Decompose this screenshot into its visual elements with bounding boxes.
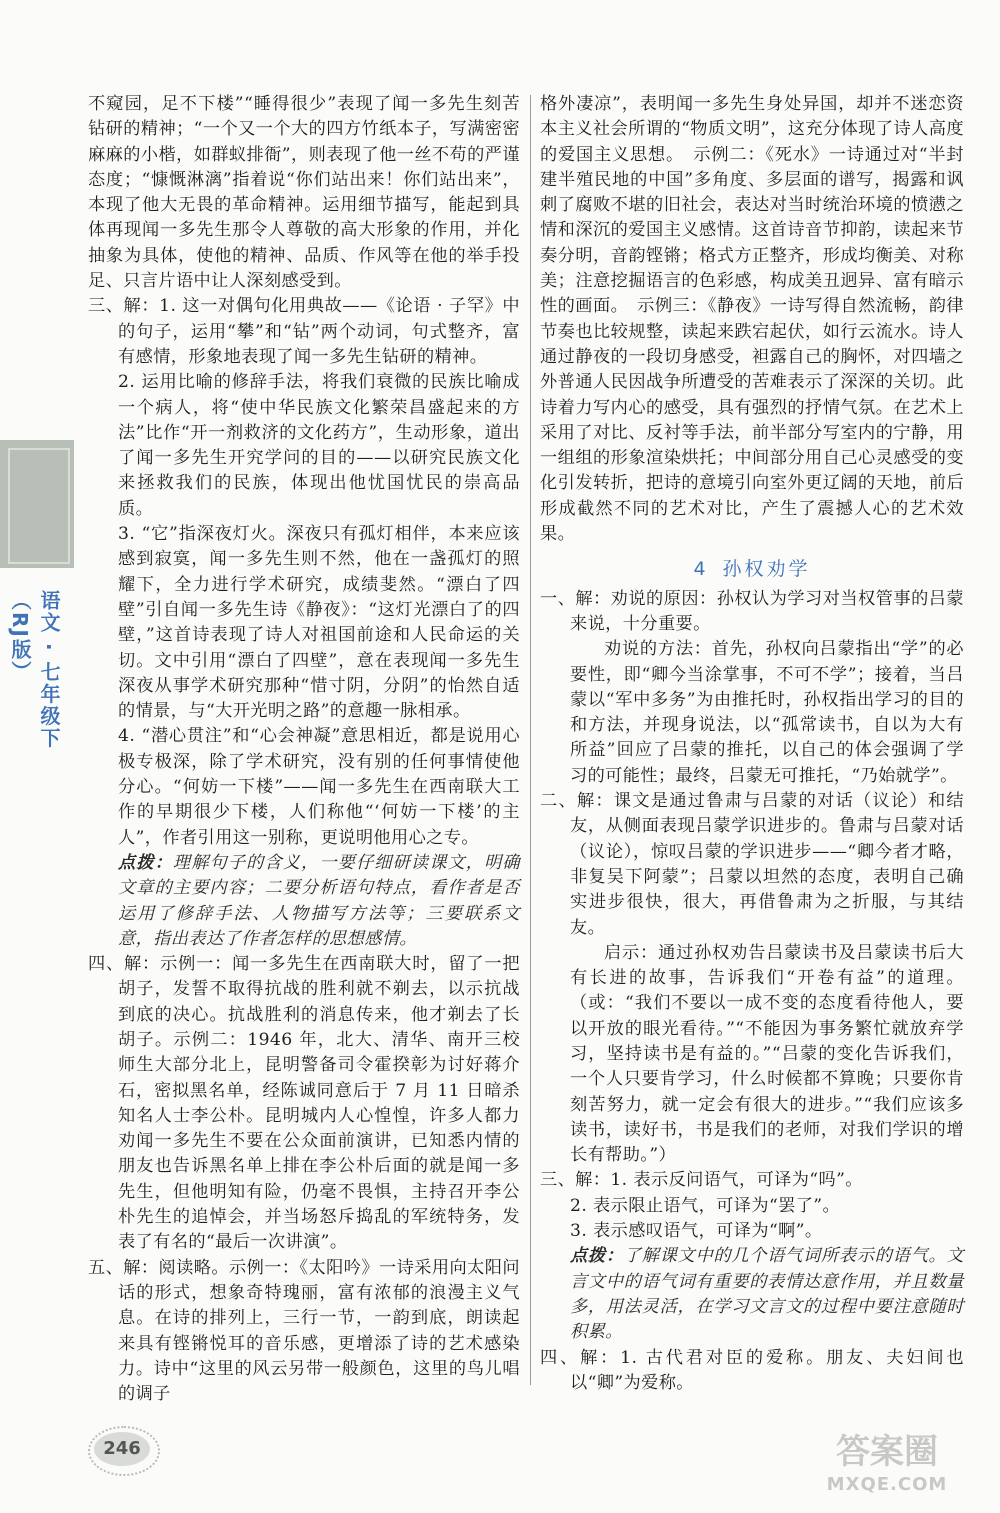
left-para-3: 3. “它”指深夜灯火。深夜只有孤灯相伴，本来应该感到寂寞，闻一多先生则不然，他在一盏孤灯的照耀下，全力进行学术研究，成绩斐然。“漂白了四壁”引自闻一多先生诗《静夜》：“这灯光漂白了的四壁，”这首诗表现了诗人对祖国前途和人民命运的关切。文中引用“漂白了四壁”，意在表现闻一多先生深夜从事学术研究那种“惜寸阴，分阴”的怡然自适的情景，与“大开光明之路”的意趣一脉相承。 — [118, 524, 520, 722]
right-para-7: 3. 表示感叹语气，可译为“啊”。 — [570, 1221, 823, 1242]
side-tab-decoration — [0, 440, 74, 568]
right-para-6: 2. 表示限止语气，可译为“罢了”。 — [570, 1195, 841, 1216]
column-divider — [530, 95, 531, 1385]
right-para-0: 格外凄凉”，表明闻一多先生身处异国，却并不迷恋资本主义社会所谓的“物质文明”，这充分体现了诗人高度的爱国主义思想。 示例二：《死水》一诗通过对“半封建半殖民地的中国”多角度、多层面的谱写，揭露和讽刺了腐败不堪的旧社会，表达对当时统治环境的愤懑之情和深沉的爱国主义感情。这首诗音节抑韵，读起来节奏分明，音韵铿锵；格式方正整齐，形成均衡美、对称美；注意挖掘语言的色彩感，构成美丑迥异、富有暗示性的画面。 示例三：《静夜》一诗写得自然流畅，韵律节奏也比较规整，读起来跌宕起伏，如行云流水。诗人通过静夜的一段切身感受，袒露自己的胸怀，对四墙之外普通人民因战争所遭受的苦难表示了深深的关切。此诗着力写内心的感受，具有强烈的抒情气氛。在艺术上采用了对比、反衬等手法，前半部分写室内的宁静，用一组组的形象渲染烘托；中间部分用自己心灵感受的变化引发转折，把诗的意境引向室外更辽阔的天地，前后形成截然不同的艺术对比，产生了震撼人心的艺术效果。 — [540, 94, 964, 545]
page-number: 246 — [94, 1432, 150, 1466]
right-note — [540, 1244, 964, 1345]
left-para-4: 4. “潜心贯注”和“心会神凝”意思相近，都是说用心极专极深，除了学术研究，没有别的任何事情使他分心。“何妨一下楼”——闻一多先生在西南联大工作的早期很少下楼，人们称他“‘何妨一下楼’的主人”，作者引用这一别称，更说明他用心之专。 — [118, 726, 520, 848]
right-para-5: 三、解：1. 表示反问语气，可译为“吗”。 — [540, 1170, 863, 1191]
right-para-1: 一、解：劝说的原因：孙权认为学习对当权管事的吕蒙来说，十分重要。 — [540, 588, 964, 634]
side-tab-label: 语文 · 七年级下（RJ版） — [8, 590, 61, 750]
watermark-main: 答案圈 — [836, 1432, 938, 1472]
note-text: 理解句子的含义，一要仔细研读课文，明确文章的主要内容；二要分析语句特点，看作者是否运用了修辞手法、人物描写方法等；三要联系文意，指出表达了作者怎样的思想感情。 — [118, 852, 520, 949]
right-para-3: 二、解：课文是通过鲁肃与吕蒙的对话（议论）和结友，从侧面表现吕蒙学识进步的。鲁肃与吕蒙对话（议论），惊叹吕蒙的学识进步——“卿今者才略，非复吴下阿蒙”；吕蒙以坦然的态度，表明自己确实进步很快，很大，再借鲁肃为之折服，与其结友。 — [540, 791, 964, 938]
section-title — [540, 557, 964, 582]
right-para-4: 启示：通过孙权劝告吕蒙读书及吕蒙读书后大有长进的故事，告诉我们“开卷有益”的道理。（或：“我们不要以一成不变的态度看待他人，要以开放的眼光看待。”“不能因为事务繁忙就放弃学习，坚持读书是有益的。”“吕蒙的变化告诉我们，一个人只要肯学习，什么时候都不算晚；只要你肯刻苦努力，就一定会有很大的进步。”“我们应该多读书，读好书，书是我们的老师，对我们学识的增长有帮助。”） — [570, 942, 964, 1166]
left-column — [88, 92, 520, 1407]
right-para-9: 四、解：1. 古代君对臣的爱称。朋友、夫妇间也以“卿”为爱称。 — [540, 1347, 964, 1393]
note-label: 点拨： — [570, 1246, 624, 1267]
left-para-1: 三、解：1. 这一对偶句化用典故——《论语 · 子罕》中的句子，运用“攀”和“钻”两个动词，句式整齐，富有感情，形象地表现了闻一多先生钻研的精神。 — [88, 296, 520, 367]
section-title-text: 孙权劝学 — [722, 558, 811, 581]
watermark-sub: MXQE.COM — [826, 1474, 948, 1495]
note-label: 点拨： — [118, 852, 173, 873]
right-column — [540, 92, 964, 1396]
left-para-6: 四、解：示例一：闻一多先生在西南联大时，留了一把胡子，发誓不取得抗战的胜利就不剃去，以示抗战到底的决心。抗战胜利的消息传来，他才剃去了长胡子。示例二：1946 年，北大、清华、南开三校师生大部分北上，昆明警备司令霍揆彰为讨好蒋介石，密拟黑名单，经陈诚同意后于 7 月 11 日暗杀知名人士李公朴。昆明城内人心惶惶，许多人都力劝闻一多先生不要在公众面前演讲，已知悉内情的朋友也告诉黑名单上排在李公朴后面的就是闻一多先生，但他明知有险，仍毫不畏惧，主持召开李公朴先生的追悼会，并当场怒斥捣乱的军统特务，发表了有名的“最后一次讲演”。 — [88, 954, 520, 1253]
section-number: 4 — [693, 558, 709, 581]
left-note — [88, 851, 520, 952]
left-para-0: 不窥园，足不下楼”“睡得很少”表现了闻一多先生刻苦钻研的精神；“一个又一个大的四方竹纸本子，写满密密麻麻的小楷，如群蚁排衙”，则表现了他一丝不苟的严谨态度；“慷慨淋漓”指着说“你们站出来！你们站出来”，本现了他大无畏的革命精神。运用细节描写，能起到具体再现闻一多先生那令人尊敬的高大形象的作用，并化抽象为具体，使他的精神、品质、作风等在他的举手投足、只言片语中让人深刻感受到。 — [88, 94, 520, 292]
note-text: 了解课文中的几个语气词所表示的语气。文言文中的语气词有重要的表情达意作用，并且数量多，用法灵活，在学习文言文的过程中要注意随时积累。 — [570, 1246, 964, 1343]
left-para-2: 2. 运用比喻的修辞手法，将我们衰微的民族比喻成一个病人，将“使中华民族文化繁荣昌盛起来的方法”比作“开一剂救济的文化药方”，生动形象，道出了闻一多先生开究学问的目的——以研究民族文化来拯救我们的民族，体现出他忧国忧民的崇高品质。 — [118, 372, 520, 519]
right-para-2: 劝说的方法：首先，孙权向吕蒙指出“学”的必要性，即“卿今当涂掌事，不可不学”；接着，当吕蒙以“军中多务”为由推托时，孙权指出学习的目的和方法，并现身说法，以“孤常读书，自以为大有所益”回应了吕蒙的推托，以自己的体会强调了学习的可能性；最终，吕蒙无可推托，“乃始就学”。 — [570, 639, 964, 786]
watermark-logo — [812, 1424, 962, 1504]
left-para-7: 五、解：阅读略。示例一：《太阳吟》一诗采用向太阳问话的形式，想象奇特瑰丽，富有浓郁的浪漫主义气息。在诗的排列上，三行一节，一韵到底，朗读起来具有铿锵悦耳的音乐感，更增添了诗的艺术感染力。诗中“这里的风云另带一般颜色，这里的鸟儿唱的调子 — [88, 1257, 520, 1405]
